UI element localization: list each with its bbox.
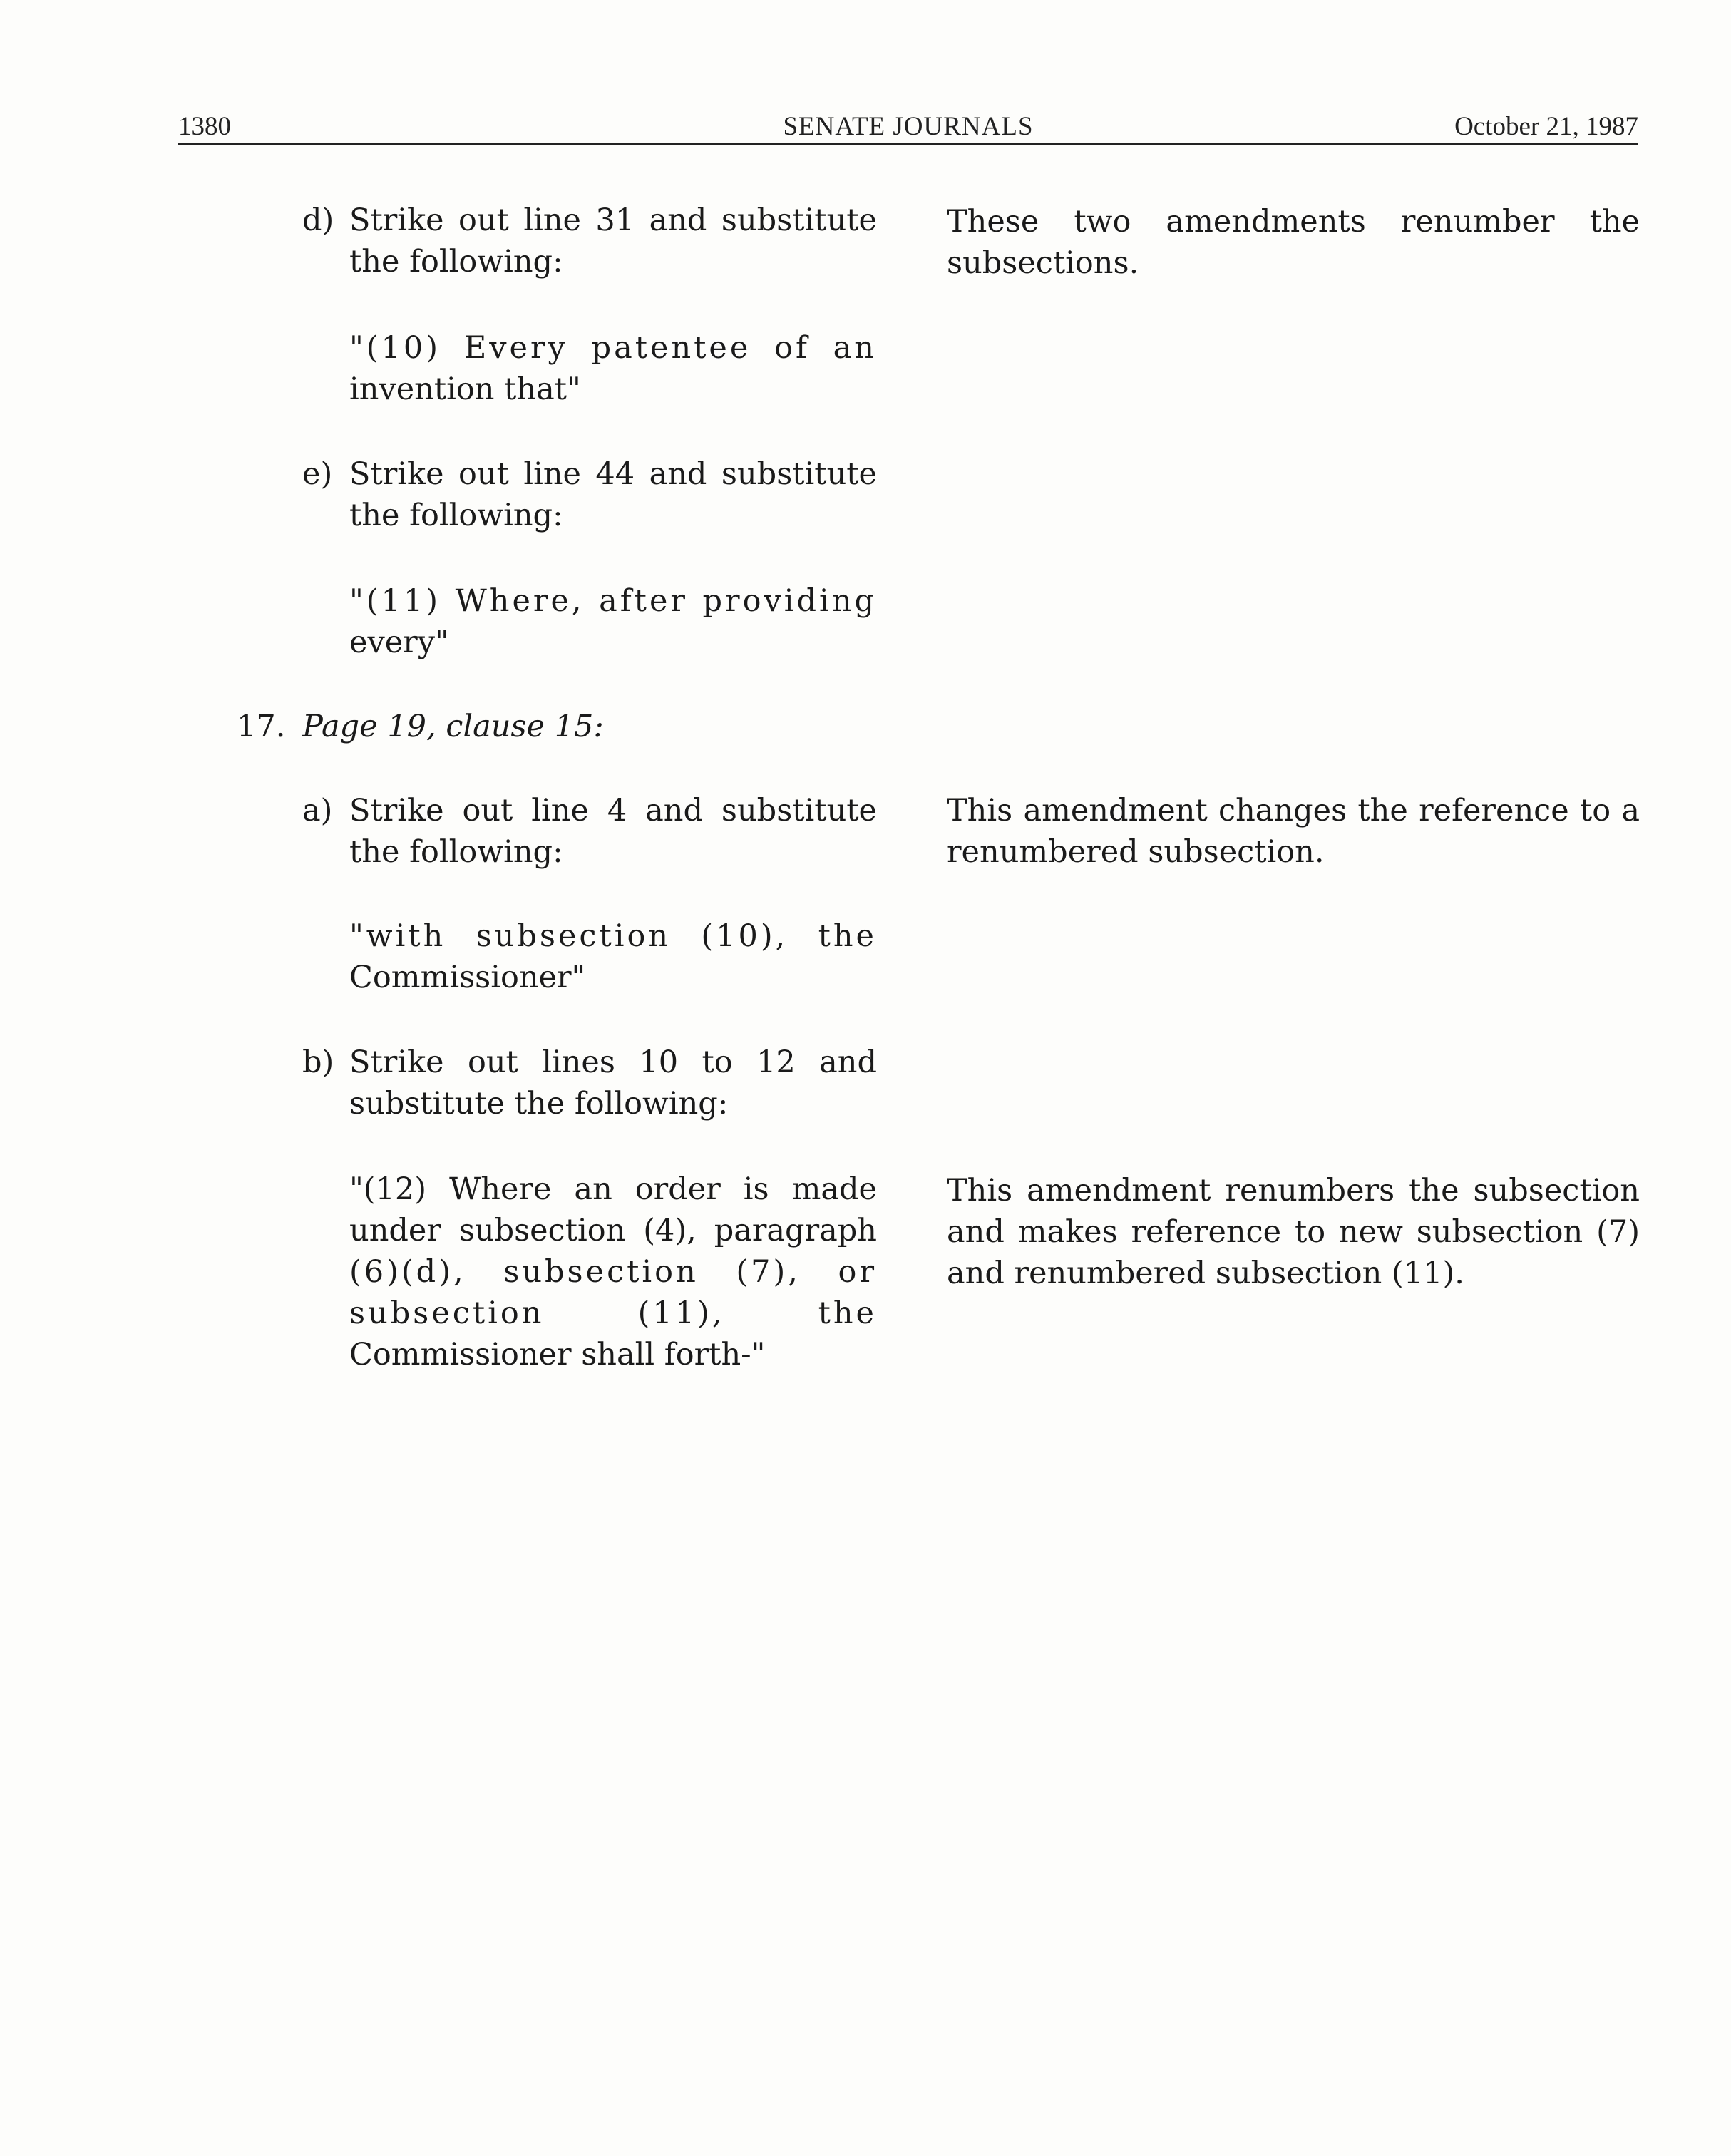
journal-date: October 21, 1987 xyxy=(1454,112,1638,141)
item-a-marker: a) xyxy=(302,793,333,828)
section-17-number: 17. xyxy=(237,709,286,744)
item-d-note-line1: These two amendments renumber the xyxy=(947,204,1640,240)
item-e-line2: the following: xyxy=(349,498,563,533)
section-17-heading: Page 19, clause 15: xyxy=(302,709,604,744)
item-b-note-line3: and renumbered subsection (11). xyxy=(947,1256,1464,1291)
item-e-line1: Strike out line 44 and substitute xyxy=(349,456,877,492)
item-d-line2: the following: xyxy=(349,244,563,279)
item-a-note-line1: This amendment changes the reference to a xyxy=(947,793,1640,828)
item-d-instruction xyxy=(349,200,877,282)
item-b-note-line1: This amendment renumbers the subsection xyxy=(947,1173,1640,1208)
item-b-quote xyxy=(349,1169,877,1375)
item-d-note xyxy=(947,201,1640,284)
item-a-line1: Strike out line 4 and substitute xyxy=(349,793,877,828)
item-d-line1: Strike out line 31 and substitute xyxy=(349,202,877,238)
item-a-note xyxy=(947,790,1640,873)
item-d-quote-line2: invention that" xyxy=(349,371,581,407)
item-a-quote-line2: Commissioner" xyxy=(349,960,586,995)
item-a-instruction xyxy=(349,790,877,873)
item-a-quote xyxy=(349,915,877,998)
item-e-quote-line2: every" xyxy=(349,625,449,660)
item-d-note-line2: subsections. xyxy=(947,245,1139,281)
item-d-quote-line1: "(10) Every patentee of an xyxy=(349,330,877,366)
item-d-quote xyxy=(349,327,877,410)
item-a-line2: the following: xyxy=(349,834,563,870)
item-e-quote-line1: "(11) Where, after providing xyxy=(349,583,877,619)
item-b-quote-line2: under subsection (4), paragraph xyxy=(349,1213,877,1248)
item-b-quote-line4: subsection (11), the xyxy=(349,1295,877,1331)
item-e-marker: e) xyxy=(302,456,333,492)
item-b-line2: substitute the following: xyxy=(349,1086,729,1121)
page-number: 1380 xyxy=(178,112,231,141)
journal-title: SENATE JOURNALS xyxy=(783,112,1034,141)
item-b-note-line2: and makes reference to new subsection (7) xyxy=(947,1214,1640,1250)
item-b-quote-line1: "(12) Where an order is made xyxy=(349,1171,877,1207)
item-b-line1: Strike out lines 10 to 12 and xyxy=(349,1044,877,1080)
item-b-marker: b) xyxy=(302,1044,334,1080)
item-e-instruction xyxy=(349,453,877,536)
page-header xyxy=(178,106,1638,148)
item-b-note xyxy=(947,1170,1640,1294)
item-e-quote xyxy=(349,580,877,663)
item-a-quote-line1: "with subsection (10), the xyxy=(349,918,877,954)
item-b-instruction xyxy=(349,1042,877,1124)
item-a-note-line2: renumbered subsection. xyxy=(947,834,1325,870)
header-rule xyxy=(178,143,1638,145)
item-b-quote-line3: (6)(d), subsection (7), or xyxy=(349,1254,877,1290)
item-d-marker: d) xyxy=(302,202,334,238)
item-b-quote-line5: Commissioner shall forth-" xyxy=(349,1337,766,1372)
